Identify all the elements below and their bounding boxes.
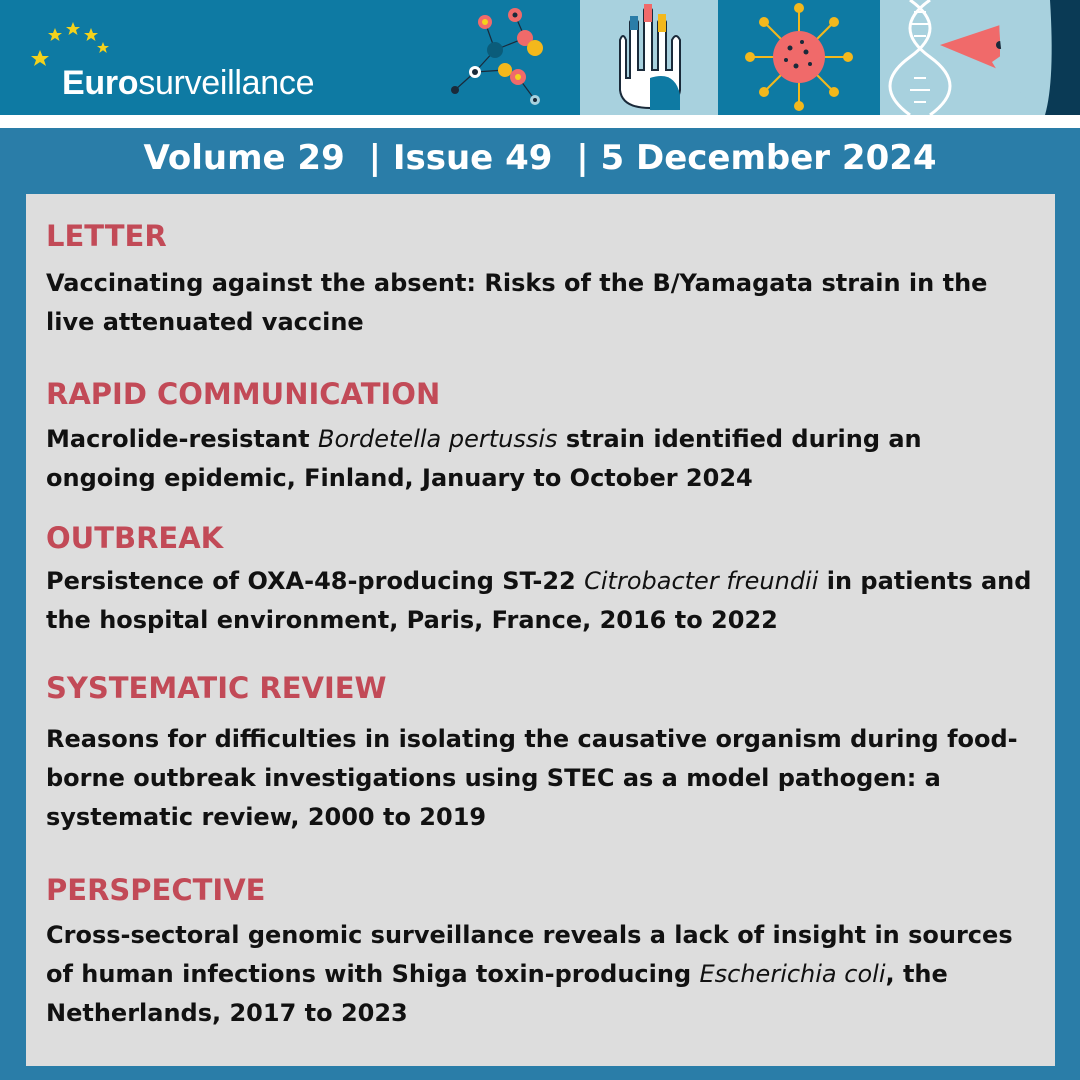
eurosurveillance-logo[interactable] bbox=[28, 20, 328, 102]
volume-label: Volume 29 bbox=[143, 138, 345, 178]
article-systematic-review[interactable] bbox=[46, 670, 1036, 837]
category-label: SYSTEMATIC REVIEW bbox=[46, 671, 387, 705]
article-title[interactable]: Macrolide-resistant Bordetella pertussis strain identified during an ongoing epidemic, Finland, January to October 2024 bbox=[46, 425, 922, 492]
network-illustration-icon bbox=[440, 0, 580, 115]
article-outbreak[interactable] bbox=[46, 520, 1036, 640]
article-title[interactable]: Vaccinating against the absent: Risks of the B/Yamagata strain in the live attenuated vaccine bbox=[46, 269, 988, 336]
virus-illustration-icon bbox=[718, 0, 880, 115]
masthead bbox=[0, 0, 1080, 115]
date-label: | 5 December 2024 bbox=[576, 138, 937, 178]
article-title[interactable]: Persistence of OXA-48-producing ST-22 Citrobacter freundii in patients and the hospital environment, Paris, France, 2016 to 2022 bbox=[46, 567, 1032, 634]
article-letter[interactable] bbox=[46, 218, 1036, 342]
category-label: OUTBREAK bbox=[46, 521, 224, 555]
category-label: RAPID COMMUNICATION bbox=[46, 377, 441, 411]
category-label: LETTER bbox=[46, 219, 167, 253]
article-perspective[interactable] bbox=[46, 872, 1036, 1033]
article-rapid-communication[interactable] bbox=[46, 376, 1036, 498]
contents-panel bbox=[26, 194, 1055, 1066]
eu-stars-icon bbox=[28, 20, 118, 70]
category-label: PERSPECTIVE bbox=[46, 873, 266, 907]
article-title[interactable]: Reasons for difficulties in isolating the causative organism during food-borne outbreak investigations using STEC as a model pathogen: a systematic review, 2000 to 2019 bbox=[46, 725, 1018, 831]
hand-illustration-icon bbox=[580, 0, 718, 115]
issue-label: | Issue 49 bbox=[368, 138, 553, 178]
article-title[interactable]: Cross-sectoral genomic surveillance reveals a lack of insight in sources of human infections with Shiga toxin-producing Escherichia coli, the Netherlands, 2017 to 2023 bbox=[46, 921, 1013, 1027]
dna-illustration-icon bbox=[880, 0, 1080, 115]
header-divider bbox=[0, 115, 1080, 128]
brand-name: Eurosurveillance bbox=[62, 64, 315, 102]
issue-line bbox=[0, 138, 1080, 184]
